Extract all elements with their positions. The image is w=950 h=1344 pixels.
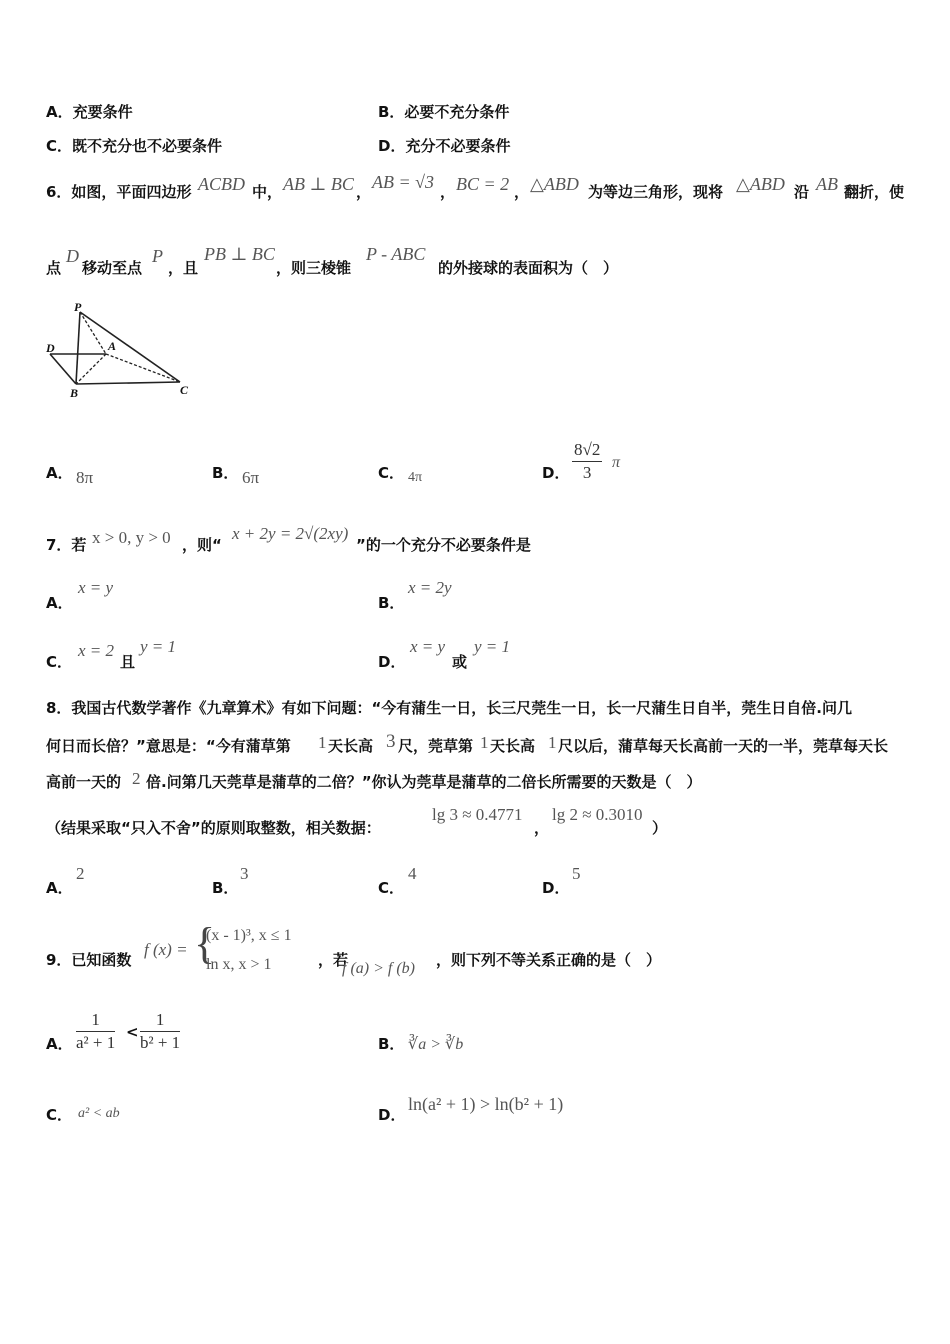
q6-option-d-pi: π	[612, 454, 621, 471]
q6-math-perp1: AB ⊥ BC	[283, 174, 354, 194]
q9-math-fx: f (x) =	[144, 940, 188, 959]
q5-option-d: D．充分不必要条件	[378, 137, 511, 155]
q7-option-c-1: x = 2	[78, 641, 115, 660]
q6-line2-2: 移动至点	[82, 259, 143, 277]
q6-option-b-label: B．	[212, 464, 239, 482]
q8-option-b: 3	[240, 864, 249, 883]
q8-line-2e: 尺以后，蒲草每天长高前一天的一半，莞草每天长	[558, 737, 889, 755]
q7-option-d-or: 或	[452, 653, 468, 671]
q9-brace: {	[194, 919, 216, 968]
q5-option-c: C．既不充分也不必要条件	[46, 137, 223, 155]
label-c: C	[180, 383, 189, 397]
q8-num-1b: 1	[480, 733, 489, 752]
q7-option-a: x = y	[78, 578, 114, 597]
q7-option-c-and: 且	[120, 653, 136, 671]
q8-option-c: 4	[408, 864, 417, 883]
q6-text-3: ，	[356, 183, 372, 201]
q9-option-a-frac-1	[76, 1010, 115, 1053]
q9-case-1: (x - 1)³, x ≤ 1	[206, 927, 292, 944]
edge-bc	[76, 382, 180, 384]
label-a: A	[108, 339, 117, 353]
q6-math-acbd: ACBD	[198, 174, 245, 194]
q6-math-bc: BC = 2	[456, 174, 510, 194]
q6-pyramid-figure	[44, 298, 194, 400]
q7-option-d-2: y = 1	[474, 637, 511, 656]
q8-line-3b: 倍.问第几天莞草是蒲草的二倍？”你认为莞草是蒲草的二倍长所需要的天数是（ ）	[146, 773, 702, 791]
q9-option-b: ∛a > ∛b	[408, 1036, 464, 1053]
q9-option-a-label: A．	[46, 1035, 73, 1053]
q6-text-2: 中，	[252, 183, 283, 201]
q6-text-5: ，	[514, 183, 530, 201]
q6-option-c-label: C．	[378, 464, 405, 482]
q8-option-c-label: C．	[378, 879, 405, 897]
q6-math-ab: AB = √3	[372, 172, 435, 192]
q8-math-lg2: lg 2 ≈ 0.3010	[552, 805, 643, 824]
q6-text-1: 6．如图，平面四边形	[46, 183, 192, 201]
q6-text-6: 为等边三角形，现将	[588, 183, 724, 201]
q7-option-c-label: C．	[46, 653, 73, 671]
q7-option-b-label: B．	[378, 594, 405, 612]
q9-option-b-label: B．	[378, 1035, 405, 1053]
q8-num-1c: 1	[548, 733, 557, 752]
q8-num-3: 3	[386, 731, 396, 752]
q7-text-1: 7．若	[46, 536, 87, 554]
q5-option-a: A．充要条件	[46, 103, 133, 121]
edge-pb	[76, 312, 80, 384]
q9-option-a-frac-2	[140, 1010, 180, 1053]
edge-ab	[76, 354, 106, 384]
q6-math-tri1: △ABD	[530, 174, 579, 194]
q9-option-a-num-1: 1	[76, 1010, 115, 1032]
q8-line-3a: 高前一天的	[46, 773, 122, 791]
q6-option-d-label: D．	[542, 464, 570, 482]
q6-text-4: ，	[440, 183, 456, 201]
edge-pa	[80, 312, 106, 354]
q7-option-c-2: y = 1	[140, 637, 177, 656]
q9-option-d: ln(a² + 1) > ln(b² + 1)	[408, 1094, 564, 1114]
q7-text-2: ，则“	[182, 536, 222, 554]
q6-option-c: 4π	[408, 470, 423, 485]
q7-option-d-label: D．	[378, 653, 406, 671]
q6-line2-1: 点	[46, 259, 62, 277]
edge-pc	[80, 312, 180, 382]
q8-line-2c: 尺，莞草第	[398, 737, 474, 755]
q9-math-cond: f (a) > f (b)	[342, 960, 415, 977]
q6-math-pabc: P - ABC	[366, 244, 426, 264]
q9-option-c-label: C．	[46, 1106, 73, 1124]
q7-option-b: x = 2y	[408, 578, 452, 597]
q6-math-p: P	[152, 246, 163, 266]
q8-option-b-label: B．	[212, 879, 239, 897]
q9-option-a-den-2: b² + 1	[140, 1033, 181, 1052]
q6-option-d-num: 8√2	[572, 440, 602, 462]
q7-math-cond: x > 0, y > 0	[92, 528, 171, 547]
q8-line-1: 8．我国古代数学著作《九章算术》有如下问题：“今有蒲生一日，长三尺莞生一日，长一尺蒲生日自半，莞生日自倍.问几	[46, 699, 852, 717]
label-b: B	[70, 386, 79, 400]
q8-line-4b: ，	[534, 819, 550, 837]
q8-math-lg3: lg 3 ≈ 0.4771	[432, 805, 523, 824]
q8-line-2a: 何日而长倍？”意思是：“今有蒲草第	[46, 737, 291, 755]
q9-text-2: ，若	[318, 951, 349, 969]
q6-text-8: 翻折，使	[844, 183, 905, 201]
q7-option-a-label: A．	[46, 594, 73, 612]
q6-math-perp2: PB ⊥ BC	[204, 244, 275, 264]
q9-option-d-label: D．	[378, 1106, 406, 1124]
q8-line-4c: ）	[652, 819, 668, 837]
q8-option-a-label: A．	[46, 879, 73, 897]
q9-case-2: ln x, x > 1	[206, 956, 272, 973]
q6-line2-5: 的外接球的表面积为（ ）	[438, 259, 619, 277]
q8-num-1a: 1	[318, 733, 327, 752]
q6-option-a-label: A．	[46, 464, 73, 482]
q8-option-d: 5	[572, 864, 581, 883]
q8-line-2d: 天长高	[490, 737, 536, 755]
q8-option-a: 2	[76, 864, 85, 883]
q6-option-a: 8π	[76, 468, 94, 487]
q9-option-c: a² < ab	[78, 1106, 120, 1121]
q6-option-d-den: 3	[582, 463, 592, 482]
q6-line2-4: ，则三棱锥	[276, 259, 352, 277]
edge-ac	[106, 354, 180, 382]
label-p: P	[74, 300, 82, 314]
q9-text-3: ，则下列不等关系正确的是（ ）	[436, 951, 662, 969]
q6-option-d-fraction	[572, 440, 602, 483]
q9-option-a-den-1: a² + 1	[76, 1033, 116, 1052]
q6-math-d: D	[66, 246, 79, 266]
q8-num-2: 2	[132, 769, 141, 788]
q6-line2-3: ，且	[168, 259, 199, 277]
q8-line-4a: （结果采取“只入不舍”的原则取整数，相关数据：	[46, 819, 381, 837]
q9-option-a-num-2: 1	[140, 1010, 180, 1032]
q8-line-2b: 天长高	[328, 737, 374, 755]
q7-text-3: ”的一个充分不必要条件是	[356, 536, 531, 554]
q7-option-d-1: x = y	[410, 637, 446, 656]
q6-option-b: 6π	[242, 468, 260, 487]
q6-math-tri2: △ABD	[736, 174, 785, 194]
q9-text-1: 9．已知函数	[46, 951, 132, 969]
q5-option-b: B．必要不充分条件	[378, 103, 510, 121]
q8-option-d-label: D．	[542, 879, 570, 897]
q6-math-ab2: AB	[816, 174, 838, 194]
q6-text-7: 沿	[794, 183, 810, 201]
q9-option-a-lt: <	[126, 1023, 139, 1041]
edge-db	[50, 354, 76, 384]
label-d: D	[46, 341, 55, 355]
q7-math-eq: x + 2y = 2√(2xy)	[232, 524, 349, 543]
